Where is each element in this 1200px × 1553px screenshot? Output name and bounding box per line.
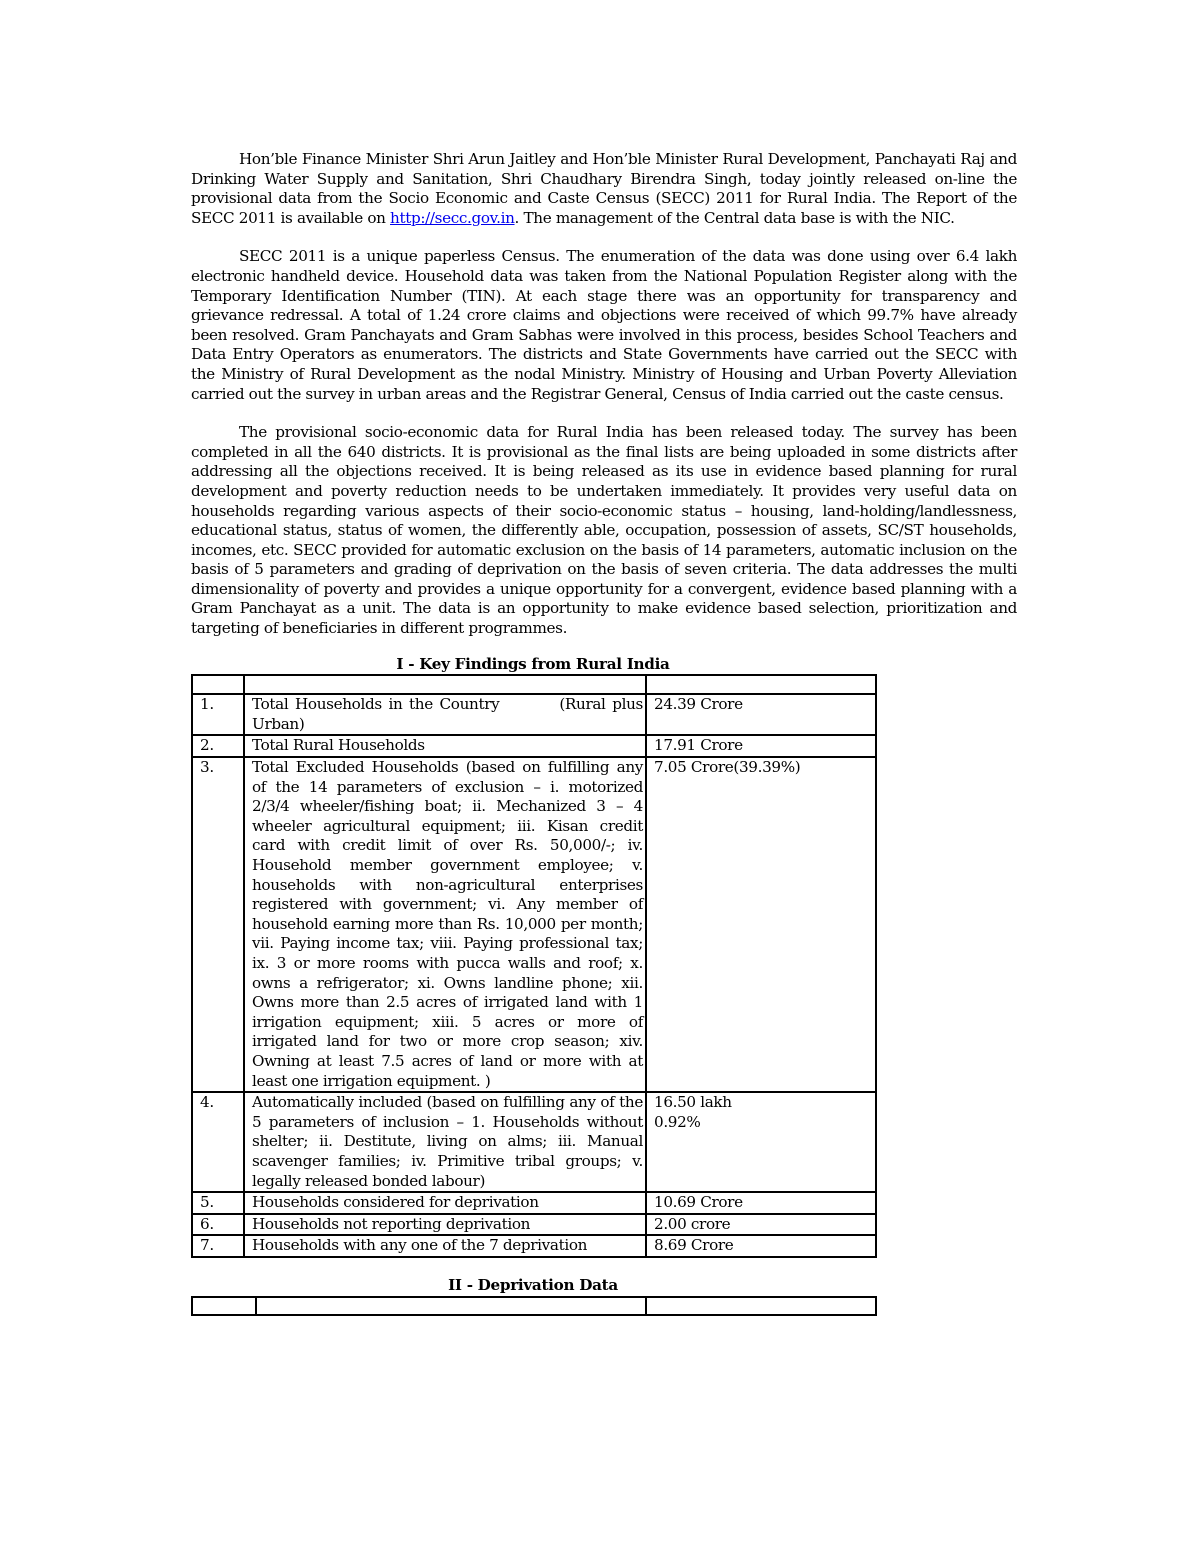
row-value: 2.00 crore <box>646 1214 876 1236</box>
row-value: 24.39 Crore <box>646 694 876 735</box>
key-findings-title: I - Key Findings from Rural India <box>396 654 670 673</box>
table-cell <box>192 1297 256 1315</box>
deprivation-table <box>191 1296 877 1316</box>
row-value: 7.05 Crore(39.39%) <box>646 757 876 1092</box>
row-description: Households considered for deprivation <box>244 1192 646 1214</box>
row-number: 5. <box>192 1192 244 1214</box>
row-value: 8.69 Crore <box>646 1235 876 1257</box>
table-cell <box>646 675 876 694</box>
table-row <box>192 1214 876 1236</box>
table-row <box>192 1297 876 1315</box>
row-number: 3. <box>192 757 244 1092</box>
table-row <box>192 1235 876 1257</box>
row-description: Automatically included (based on fulfilling any of the 5 parameters of inclusion – 1. Households without shelter; ii. Destitute, living on alms; iii. Manual scavenger families; iv. Primitive tribal groups; v. legally released bonded labour) <box>244 1092 646 1192</box>
table-row <box>192 1192 876 1214</box>
paragraph-3: The provisional socio-economic data for Rural India has been released today. The survey has been completed in all the 640 districts. It is provisional as the final lists are being uploaded in some districts after addressing all the objections received. It is being released as its use in evidence based planning for rural development and poverty reduction needs to be undertaken immediately. It provides very useful data on households regarding various aspects of their socio-economic status – housing, land-holding/landlessness, educational status, status of women, the differently able, occupation, possession of assets, SC/ST households, incomes, etc. SECC provided for automatic exclusion on the basis of 14 parameters, automatic inclusion on the basis of 5 parameters and grading of deprivation on the basis of seven criteria. The data addresses the multi dimensionality of poverty and provides a unique opportunity for a convergent, evidence based planning with a Gram Panchayat as a unit. The data is an opportunity to make evidence based selection, prioritization and targeting of beneficiaries in different programmes. <box>191 423 1017 638</box>
deprivation-data-title: II - Deprivation Data <box>448 1275 618 1294</box>
row-description: Total Households in the Country (Rural plus Urban) <box>244 694 646 735</box>
table-cell <box>192 675 244 694</box>
row-number: 6. <box>192 1214 244 1236</box>
paragraph-1 <box>191 150 1017 228</box>
row-number: 4. <box>192 1092 244 1192</box>
paragraph-2: SECC 2011 is a unique paperless Census. The enumeration of the data was done using over 6.4 lakh electronic handheld device. Household data was taken from the National Population Register along with the Temporary Identification Number (TIN). At each stage there was an opportunity for transparency and grievance redressal. A total of 1.24 crore claims and objections were received of which 99.7% have already been resolved. Gram Panchayats and Gram Sabhas were involved in this process, besides School Teachers and Data Entry Operators as enumerators. The districts and State Governments have carried out the SECC with the Ministry of Rural Development as the nodal Ministry. Ministry of Housing and Urban Poverty Alleviation carried out the survey in urban areas and the Registrar General, Census of India carried out the caste census. <box>191 247 1017 403</box>
table-cell <box>256 1297 646 1315</box>
secc-website-link[interactable]: http://secc.gov.in <box>390 208 515 227</box>
row-description: Households with any one of the 7 deprivation <box>244 1235 646 1257</box>
paragraph-1-text-end: . The management of the Central data base is with the NIC. <box>514 208 955 227</box>
paragraph-1-text: Hon’ble Finance Minister Shri Arun Jaitley and Hon’ble Minister Rural Development, Panchayati Raj and Drinking Water Supply and Sanitation, Shri Chaudhary Birendra Singh, today jointly released on-line the provisional data from the Socio Economic and Caste Census (SECC) 2011 for Rural India. The Report of the SECC 2011 is available on <box>191 150 1017 227</box>
key-findings-table <box>191 674 877 1258</box>
table-row <box>192 757 876 1092</box>
row-value-cell <box>646 1092 876 1192</box>
table-row <box>192 735 876 757</box>
row-value: 17.91 Crore <box>646 735 876 757</box>
row-value: 10.69 Crore <box>646 1192 876 1214</box>
table-cell <box>244 675 646 694</box>
row-description: Households not reporting deprivation <box>244 1214 646 1236</box>
row-number: 7. <box>192 1235 244 1257</box>
row-description: Total Excluded Households (based on fulfilling any of the 14 parameters of exclusion – i. motorized 2/3/4 wheeler/fishing boat; ii. Mechanized 3 – 4 wheeler agricultural equipment; iii. Kisan credit card with credit limit of over Rs. 50,000/-; iv. Household member government employee; v. households with non-agricultural enterprises registered with government; vi. Any member of household earning more than Rs. 10,000 per month; vii. Paying income tax; viii. Paying professional tax; ix. 3 or more rooms with pucca walls and roof; x. owns a refrigerator; xi. Owns landline phone; xii. Owns more than 2.5 acres of irrigated land with 1 irrigation equipment; xiii. 5 acres or more of irrigated land for two or more crop season; xiv. Owning at least 7.5 acres of land or more with at least one irrigation equipment. ) <box>244 757 646 1092</box>
table-row <box>192 694 876 735</box>
table-cell <box>646 1297 876 1315</box>
table-header-row <box>192 675 876 694</box>
row-description: Total Rural Households <box>244 735 646 757</box>
row-value-percent: 0.92% <box>654 1112 701 1131</box>
row-number: 2. <box>192 735 244 757</box>
document-page <box>191 150 1017 1316</box>
row-value: 16.50 lakh <box>654 1093 732 1112</box>
row-number: 1. <box>192 694 244 735</box>
table-row <box>192 1092 876 1192</box>
